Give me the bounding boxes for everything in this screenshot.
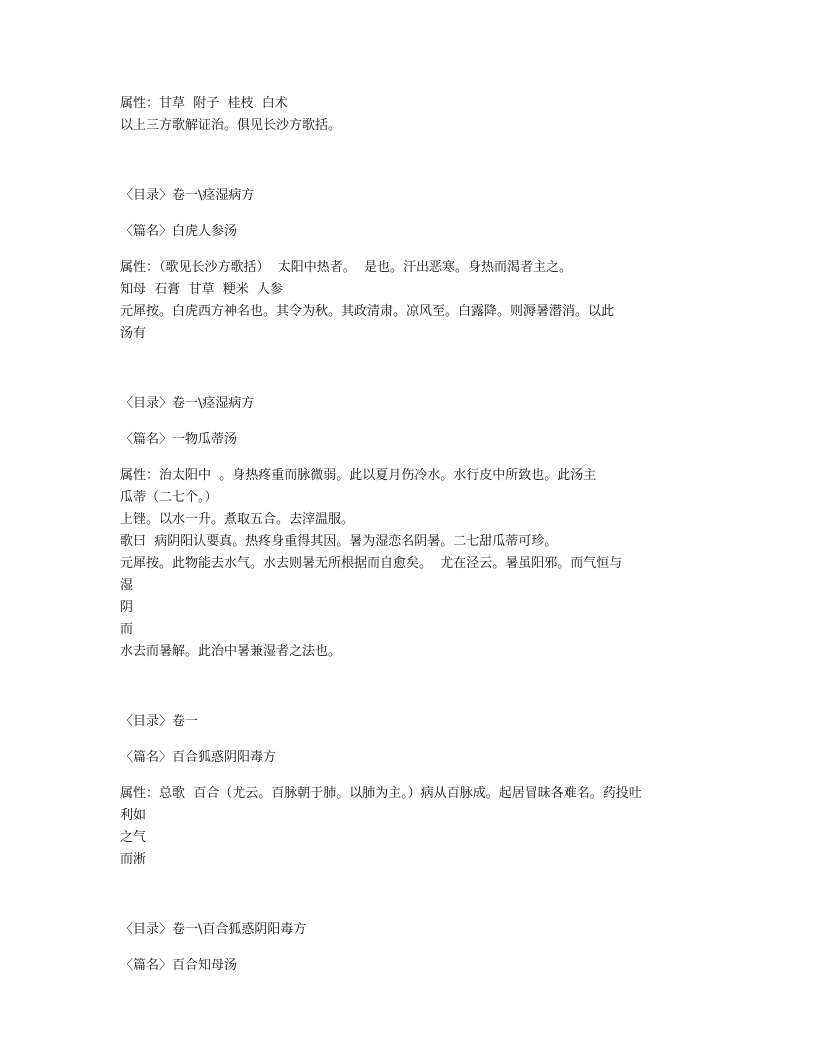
chapter-title: 〈篇名〉白虎人参汤 — [120, 224, 238, 239]
text-line: 而 — [120, 622, 134, 637]
text-line: 汤有 — [120, 326, 147, 341]
text-line: 知母 石膏 甘草 粳米 人参 — [120, 282, 284, 297]
text-line: 元犀按。白虎西方神名也。其令为秋。其政清肃。凉风至。白露降。则溽暑潜消。以此 — [120, 304, 615, 319]
text-line: 属性：甘草 附子 桂枝 白术 — [120, 96, 288, 111]
section-2 — [120, 185, 700, 345]
catalog-line: 〈目录〉卷一\百合狐惑阴阳毒方 — [120, 922, 307, 937]
catalog-line: 〈目录〉卷一\痉湿病方 — [120, 396, 255, 411]
text-line: 之气 — [120, 830, 147, 845]
text-line: 属性：（歌见长沙方歌括） 太阳中热者。 是也。汗出恶寒。身热而渴者主之。 — [120, 260, 573, 275]
text-line: 元犀按。此物能去水气。水去则暑无所根据而自愈矣。 尤在泾云。暑虽阳邪。而气恒与 — [120, 556, 623, 571]
catalog-line: 〈目录〉卷一 — [120, 714, 199, 729]
chapter-title: 〈篇名〉百合知母汤 — [120, 958, 238, 973]
text-line: 歌曰 病阴阳认要真。热疼身重得其因。暑为湿恋名阴暑。二七甜瓜蒂可珍。 — [120, 534, 558, 549]
text-line: 水去而暑解。此治中暑兼湿者之法也。 — [120, 644, 342, 659]
text-line: 瓜蒂（二七个。） — [120, 490, 218, 505]
text-line: 而淅 — [120, 852, 147, 867]
text-line: 属性：总歌 百合（尤云。百脉朝于肺。以肺为主。）病从百脉成。起居冒昧各难名。药投吐 — [120, 786, 642, 801]
text-line: 阴 — [120, 600, 134, 615]
text-line: 以上三方歌解证治。俱见长沙方歌括。 — [120, 118, 342, 133]
chapter-title: 〈篇名〉一物瓜蒂汤 — [120, 432, 238, 447]
document-page — [120, 93, 700, 977]
catalog-line: 〈目录〉卷一\痉湿病方 — [120, 188, 255, 203]
section-3 — [120, 393, 700, 663]
section-4 — [120, 711, 700, 871]
section-5 — [120, 919, 700, 977]
text-line: 上锉。以水一升。煮取五合。去滓温服。 — [120, 512, 355, 527]
text-line: 属性：治太阳中 。身热疼重而脉微弱。此以夏月伤冷水。水行皮中所致也。此汤主 — [120, 468, 597, 483]
section-1 — [120, 93, 700, 137]
text-line: 湿 — [120, 578, 134, 593]
text-line: 利如 — [120, 808, 147, 823]
chapter-title: 〈篇名〉百合狐惑阴阳毒方 — [120, 750, 277, 765]
